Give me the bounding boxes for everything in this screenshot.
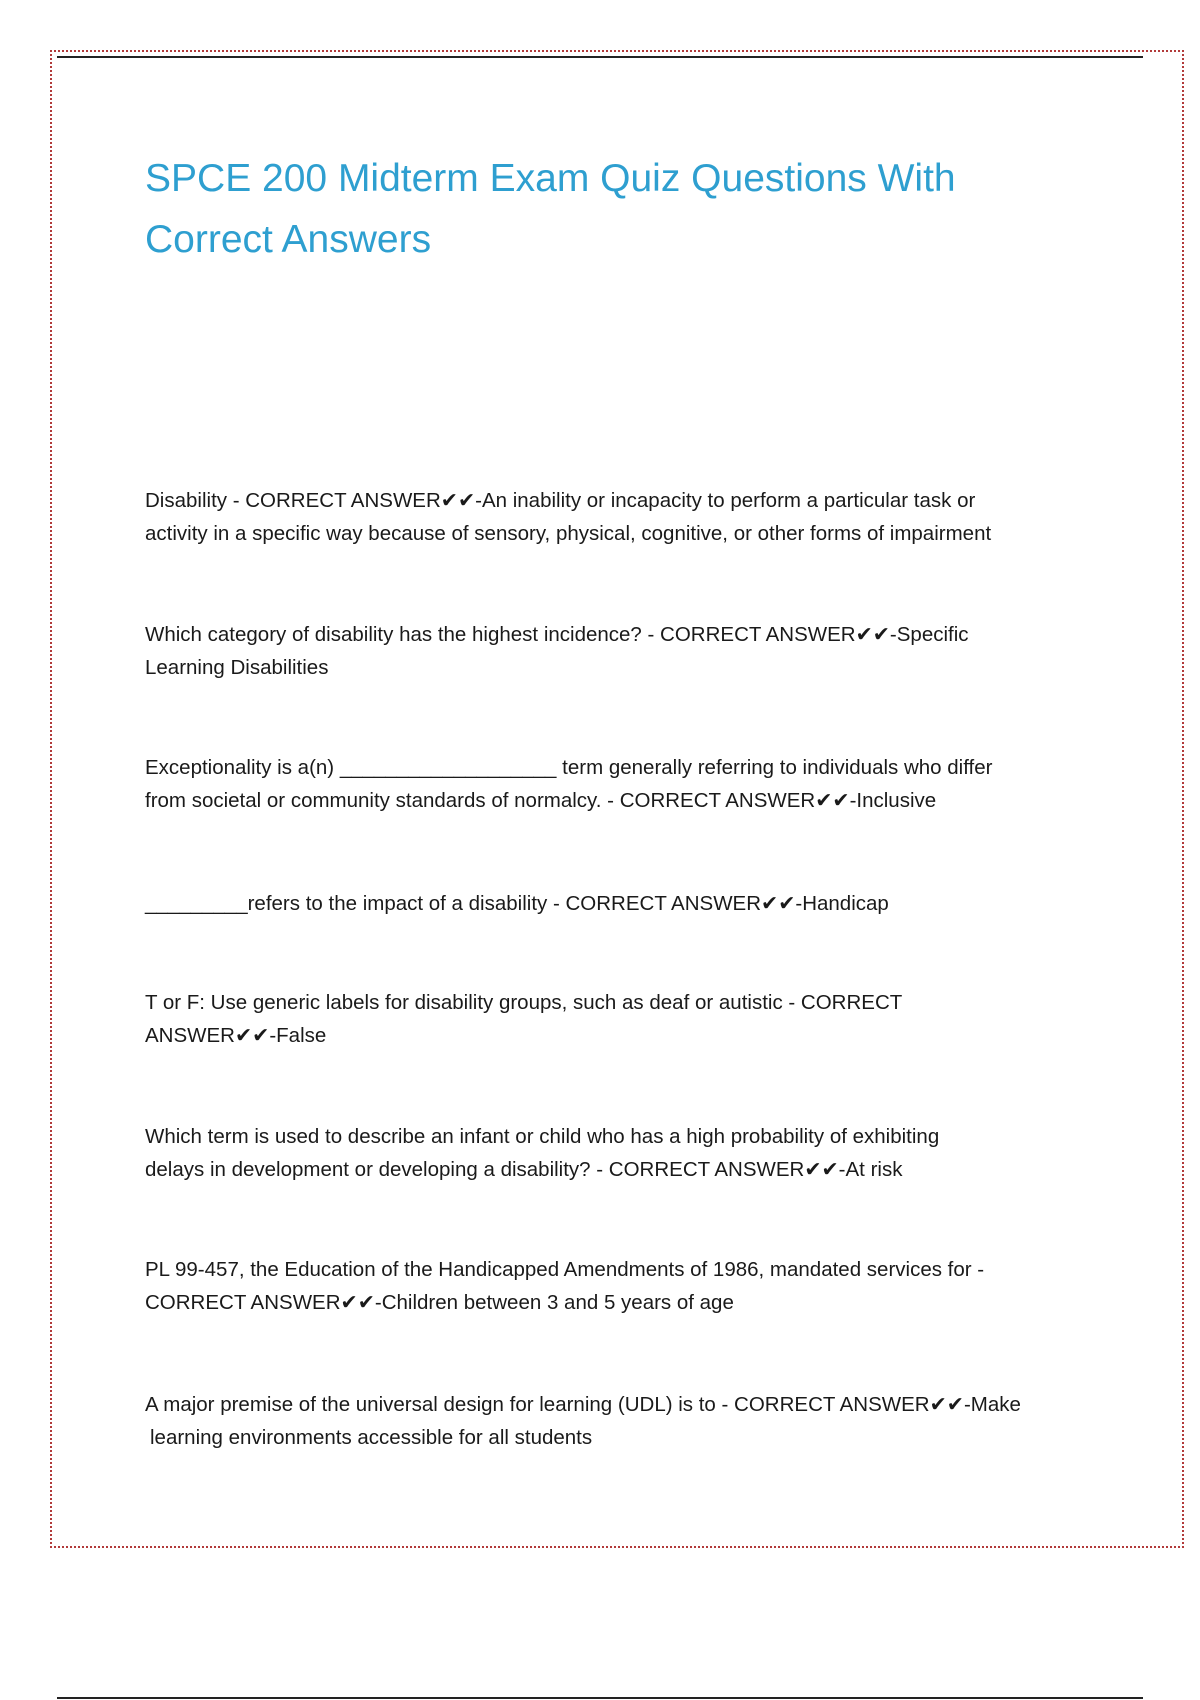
qa-item-line: delays in development or developing a disability? - CORRECT ANSWER✔✔-At risk [145, 1158, 903, 1181]
qa-item [145, 618, 1090, 684]
qa-item [145, 484, 1090, 550]
document-title-line-2: Correct Answers [145, 218, 432, 261]
footer-rule [57, 1697, 1143, 1699]
qa-item-line: ANSWER✔✔-False [145, 1024, 327, 1047]
header-rule [57, 56, 1143, 58]
document-body [145, 148, 1090, 1449]
qa-item-line: CORRECT ANSWER✔✔-Children between 3 and 5 years of age [145, 1291, 734, 1314]
qa-item [145, 1120, 1090, 1186]
qa-item-line: Disability - CORRECT ANSWER✔✔-An inability or incapacity to perform a particular task or [145, 489, 976, 512]
document-title [145, 148, 1090, 270]
document-title-line-1: SPCE 200 Midterm Exam Quiz Questions With [145, 157, 956, 200]
qa-item [145, 1388, 1090, 1454]
qa-item-line: Which category of disability has the highest incidence? - CORRECT ANSWER✔✔-Specific [145, 623, 969, 646]
qa-item-line: T or F: Use generic labels for disability groups, such as deaf or autistic - CORRECT [145, 991, 903, 1014]
qa-item-line: Learning Disabilities [145, 656, 329, 679]
qa-item [145, 1253, 1090, 1319]
qa-item [145, 986, 1090, 1052]
qa-item [145, 887, 1090, 920]
qa-item-line: activity in a specific way because of sensory, physical, cognitive, or other forms of impairment [145, 522, 992, 545]
qa-item-line: A major premise of the universal design for learning (UDL) is to - CORRECT ANSWER✔✔-Make [145, 1393, 1021, 1416]
qa-item-line: Which term is used to describe an infant or child who has a high probability of exhibiting [145, 1125, 940, 1148]
qa-item-line: from societal or community standards of normalcy. - CORRECT ANSWER✔✔-Inclusive [145, 789, 937, 812]
qa-item [145, 751, 1090, 817]
qa-item-line: _________refers to the impact of a disability - CORRECT ANSWER✔✔-Handicap [145, 892, 889, 915]
qa-item-line: Exceptionality is a(n) ___________________ term generally referring to individuals who differ [145, 756, 993, 779]
qa-item-line: learning environments accessible for all students [150, 1426, 593, 1449]
qa-item-line: PL 99-457, the Education of the Handicapped Amendments of 1986, mandated services for - [145, 1258, 985, 1281]
